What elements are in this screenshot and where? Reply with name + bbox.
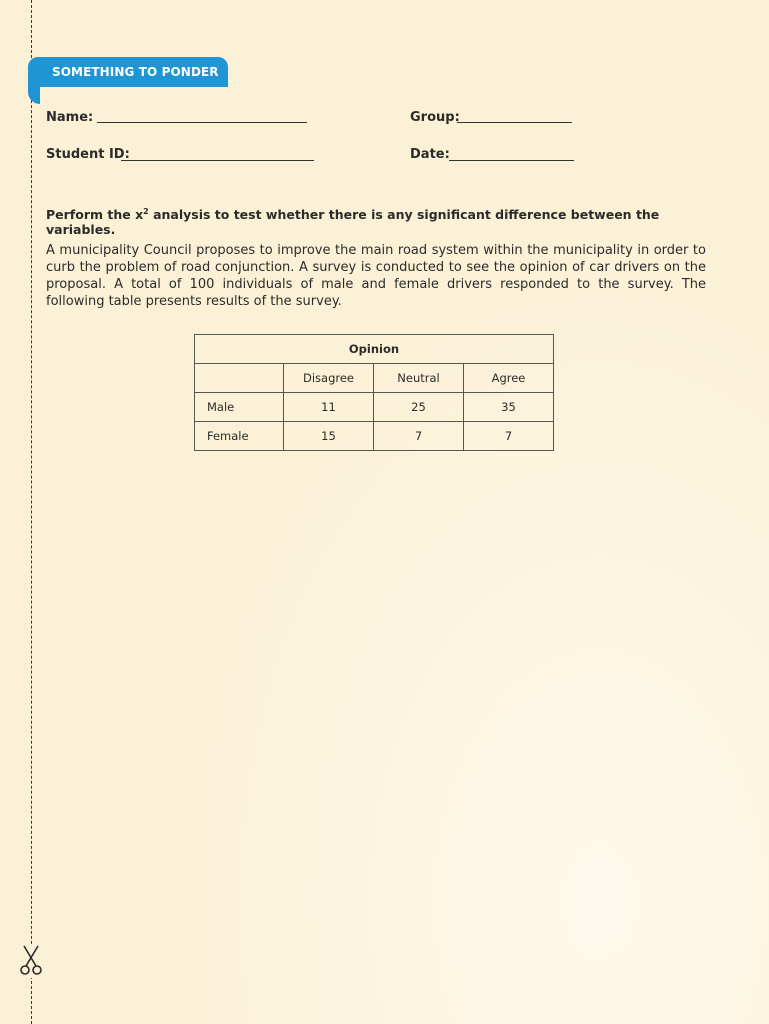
heading-post: analysis to test whether there is any significant difference between the variables. (46, 207, 660, 238)
date-label: Date: (410, 147, 450, 162)
column-header: Disagree (284, 364, 374, 393)
name-field (46, 110, 93, 125)
table-row (195, 422, 554, 451)
date-field (410, 147, 450, 162)
column-header: Agree (464, 364, 554, 393)
banner-title: SOMETHING TO PONDER (52, 65, 219, 79)
table-cell: 11 (284, 393, 374, 422)
section-banner (28, 57, 228, 87)
date-input-line[interactable] (449, 160, 574, 161)
group-input-line[interactable] (457, 122, 572, 123)
table-cell: 15 (284, 422, 374, 451)
cut-line (31, 0, 32, 1024)
row-label: Male (195, 393, 284, 422)
name-label: Name: (46, 110, 94, 125)
heading-sup: 2 (143, 207, 149, 216)
corner-cell (195, 364, 284, 393)
table-cell: 7 (374, 422, 464, 451)
group-field (410, 110, 460, 125)
opinion-header: Opinion (195, 335, 554, 364)
question-paragraph: A municipality Council proposes to improve the main road system within the municipality in order to curb the problem of road conjunction. A survey is conducted to see the opinion of car drivers on the proposal. A total of 100 individuals of male and female drivers responded to the survey. The following table presents results of the survey. (46, 243, 706, 309)
table-row (195, 393, 554, 422)
table-cell: 7 (464, 422, 554, 451)
group-label: Group: (410, 110, 460, 125)
table-cell: 35 (464, 393, 554, 422)
banner-tail (28, 86, 40, 104)
student-id-field (46, 147, 130, 162)
table-cell: 25 (374, 393, 464, 422)
table-group-header-row (195, 335, 554, 364)
scissors-icon (19, 944, 43, 978)
question-heading (46, 207, 726, 237)
table-header-row (195, 364, 554, 393)
heading-pre: Perform the x (46, 207, 144, 223)
survey-table (194, 334, 554, 451)
student-id-label: Student ID: (46, 147, 130, 162)
column-header: Neutral (374, 364, 464, 393)
name-input-line[interactable] (97, 122, 307, 123)
student-id-input-line[interactable] (121, 160, 314, 161)
row-label: Female (195, 422, 284, 451)
